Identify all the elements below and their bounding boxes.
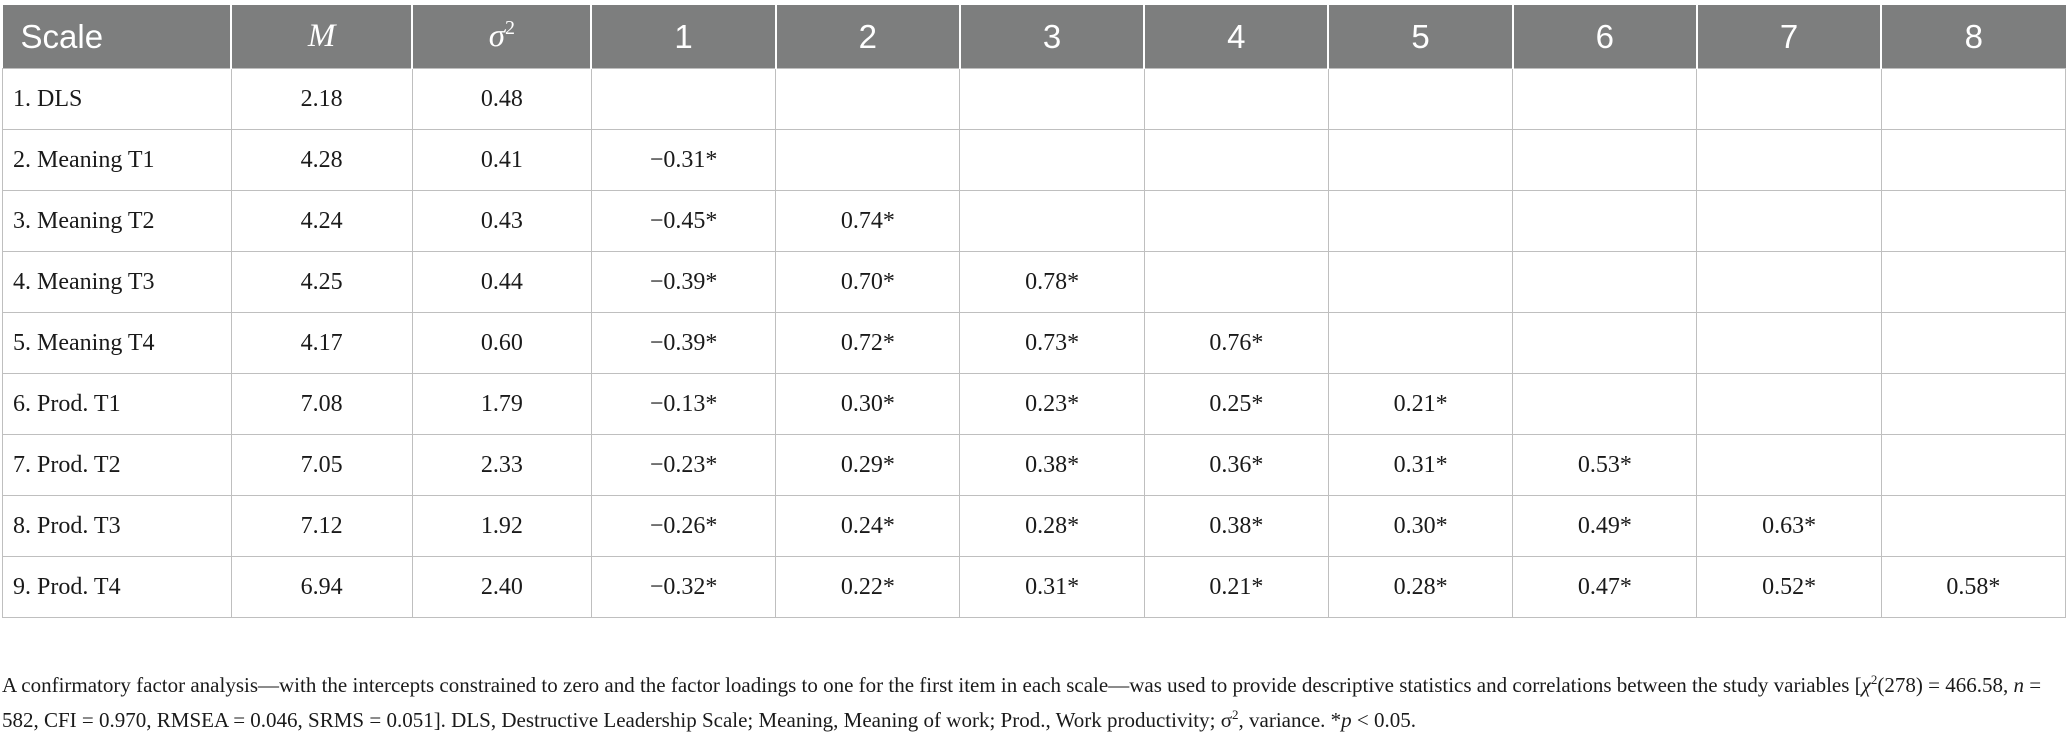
note-text-5: < 0.05. [1351, 708, 1416, 732]
correlation-cell: 0.49* [1513, 496, 1697, 557]
correlation-cell: −0.31* [591, 130, 775, 191]
correlation-cell [1144, 130, 1328, 191]
correlation-cell: 0.24* [776, 496, 960, 557]
table-row [3, 313, 2066, 374]
chi-superscript: 2 [1870, 672, 1878, 687]
row-label: 7. Prod. T2 [3, 435, 232, 496]
correlation-cell: 0.38* [960, 435, 1144, 496]
correlation-cell: 0.52* [1697, 557, 1881, 618]
table-body [3, 69, 2066, 618]
variance-cell: 0.43 [412, 191, 591, 252]
correlation-cell: −0.45* [591, 191, 775, 252]
mean-cell: 6.94 [231, 557, 412, 618]
table-row [3, 191, 2066, 252]
correlation-cell: 0.28* [1328, 557, 1512, 618]
correlation-cell [591, 69, 775, 130]
table-row [3, 374, 2066, 435]
correlation-cell [1328, 191, 1512, 252]
correlation-cell [1881, 191, 2065, 252]
correlation-cell [1513, 313, 1697, 374]
variance-superscript: 2 [505, 17, 515, 39]
variance-cell: 0.60 [412, 313, 591, 374]
mean-cell: 4.24 [231, 191, 412, 252]
variance-cell: 1.79 [412, 374, 591, 435]
correlation-cell: 0.30* [776, 374, 960, 435]
correlation-cell [1513, 252, 1697, 313]
correlation-cell [1328, 130, 1512, 191]
correlation-cell: 0.36* [1144, 435, 1328, 496]
table-row [3, 557, 2066, 618]
mean-cell: 2.18 [231, 69, 412, 130]
mean-cell: 7.08 [231, 374, 412, 435]
correlation-cell [960, 130, 1144, 191]
row-label: 8. Prod. T3 [3, 496, 232, 557]
n-symbol: n [2013, 673, 2025, 697]
correlation-cell: −0.32* [591, 557, 775, 618]
correlation-cell [776, 130, 960, 191]
correlation-cell [1144, 191, 1328, 252]
correlation-cell [1881, 496, 2065, 557]
correlation-cell: 0.76* [1144, 313, 1328, 374]
row-label: 2. Meaning T1 [3, 130, 232, 191]
variance-cell: 0.48 [412, 69, 591, 130]
correlation-cell: 0.74* [776, 191, 960, 252]
correlation-cell: 0.25* [1144, 374, 1328, 435]
variance-cell: 2.40 [412, 557, 591, 618]
correlation-cell [1144, 252, 1328, 313]
correlation-table-container [2, 5, 2066, 618]
correlation-cell: 0.72* [776, 313, 960, 374]
note-text-1: A confirmatory factor analysis—with the intercepts constrained to zero and the factor loadings to one for the first item in each scale—was used to provide descriptive statistics and correlations between the study variables [ [2, 673, 1862, 697]
mean-cell: 7.05 [231, 435, 412, 496]
correlation-cell [1881, 252, 2065, 313]
correlation-cell: 0.73* [960, 313, 1144, 374]
row-label: 3. Meaning T2 [3, 191, 232, 252]
correlation-cell: 0.31* [1328, 435, 1512, 496]
correlation-cell: 0.63* [1697, 496, 1881, 557]
correlation-cell [1513, 191, 1697, 252]
correlation-cell: 0.58* [1881, 557, 2065, 618]
header-scale: Scale [3, 5, 232, 69]
correlation-cell: −0.23* [591, 435, 775, 496]
correlation-cell [776, 69, 960, 130]
variance-cell: 0.44 [412, 252, 591, 313]
correlation-cell: 0.70* [776, 252, 960, 313]
correlation-cell [1697, 191, 1881, 252]
note-text-3: = 582, CFI = 0.970, RMSEA = 0.046, SRMS = 0.051]. DLS, Destructive Leadership Scale; Meaning, Meaning of work; Prod., Work productivity; σ [2, 673, 2042, 732]
correlation-cell: −0.26* [591, 496, 775, 557]
note-text-4: , variance. * [1238, 708, 1342, 732]
header-mean: M [231, 5, 412, 69]
table-row [3, 252, 2066, 313]
correlation-cell [1328, 313, 1512, 374]
header-col-4: 4 [1144, 5, 1328, 69]
correlation-cell [1881, 69, 2065, 130]
header-col-8: 8 [1881, 5, 2065, 69]
correlation-cell: 0.38* [1144, 496, 1328, 557]
header-variance [412, 5, 591, 69]
correlation-cell: 0.21* [1144, 557, 1328, 618]
header-col-3: 3 [960, 5, 1144, 69]
header-col-6: 6 [1513, 5, 1697, 69]
correlation-cell [1697, 252, 1881, 313]
correlation-cell: 0.53* [1513, 435, 1697, 496]
correlation-cell: −0.13* [591, 374, 775, 435]
correlation-cell: 0.28* [960, 496, 1144, 557]
header-col-2: 2 [776, 5, 960, 69]
row-label: 4. Meaning T3 [3, 252, 232, 313]
correlation-cell [1697, 313, 1881, 374]
header-col-1: 1 [591, 5, 775, 69]
p-symbol: p [1341, 708, 1352, 732]
correlation-cell [1697, 69, 1881, 130]
sigma-superscript: 2 [1232, 707, 1239, 722]
correlation-cell: 0.29* [776, 435, 960, 496]
correlation-cell [1881, 435, 2065, 496]
chi-symbol: χ [1861, 673, 1871, 697]
variance-cell: 0.41 [412, 130, 591, 191]
correlation-cell: 0.78* [960, 252, 1144, 313]
header-col-7: 7 [1697, 5, 1881, 69]
row-label: 6. Prod. T1 [3, 374, 232, 435]
table-row [3, 496, 2066, 557]
row-label: 1. DLS [3, 69, 232, 130]
correlation-cell: 0.21* [1328, 374, 1512, 435]
correlation-cell [1513, 69, 1697, 130]
mean-cell: 4.25 [231, 252, 412, 313]
correlation-cell [1697, 374, 1881, 435]
mean-cell: 4.28 [231, 130, 412, 191]
correlation-cell [960, 69, 1144, 130]
correlation-table [2, 5, 2066, 618]
table-row [3, 435, 2066, 496]
row-label: 5. Meaning T4 [3, 313, 232, 374]
table-header [3, 5, 2066, 69]
table-footnote [2, 668, 2062, 738]
correlation-cell [1697, 435, 1881, 496]
header-col-5: 5 [1328, 5, 1512, 69]
correlation-cell: 0.31* [960, 557, 1144, 618]
correlation-cell: 0.22* [776, 557, 960, 618]
correlation-cell [1144, 69, 1328, 130]
correlation-cell: −0.39* [591, 252, 775, 313]
variance-cell: 1.92 [412, 496, 591, 557]
correlation-cell: 0.30* [1328, 496, 1512, 557]
correlation-cell [1881, 374, 2065, 435]
correlation-cell [1881, 130, 2065, 191]
correlation-cell [1328, 69, 1512, 130]
row-label: 9. Prod. T4 [3, 557, 232, 618]
variance-cell: 2.33 [412, 435, 591, 496]
mean-cell: 4.17 [231, 313, 412, 374]
correlation-cell: −0.39* [591, 313, 775, 374]
correlation-cell [1328, 252, 1512, 313]
correlation-cell [1697, 130, 1881, 191]
correlation-cell: 0.23* [960, 374, 1144, 435]
correlation-cell: 0.47* [1513, 557, 1697, 618]
correlation-cell [1513, 130, 1697, 191]
mean-cell: 7.12 [231, 496, 412, 557]
table-row [3, 69, 2066, 130]
correlation-cell [1513, 374, 1697, 435]
correlation-cell [960, 191, 1144, 252]
note-text-2: (278) = 466.58, [1877, 673, 2014, 697]
header-row [3, 5, 2066, 69]
correlation-cell [1881, 313, 2065, 374]
table-row [3, 130, 2066, 191]
variance-symbol: σ [488, 18, 505, 54]
